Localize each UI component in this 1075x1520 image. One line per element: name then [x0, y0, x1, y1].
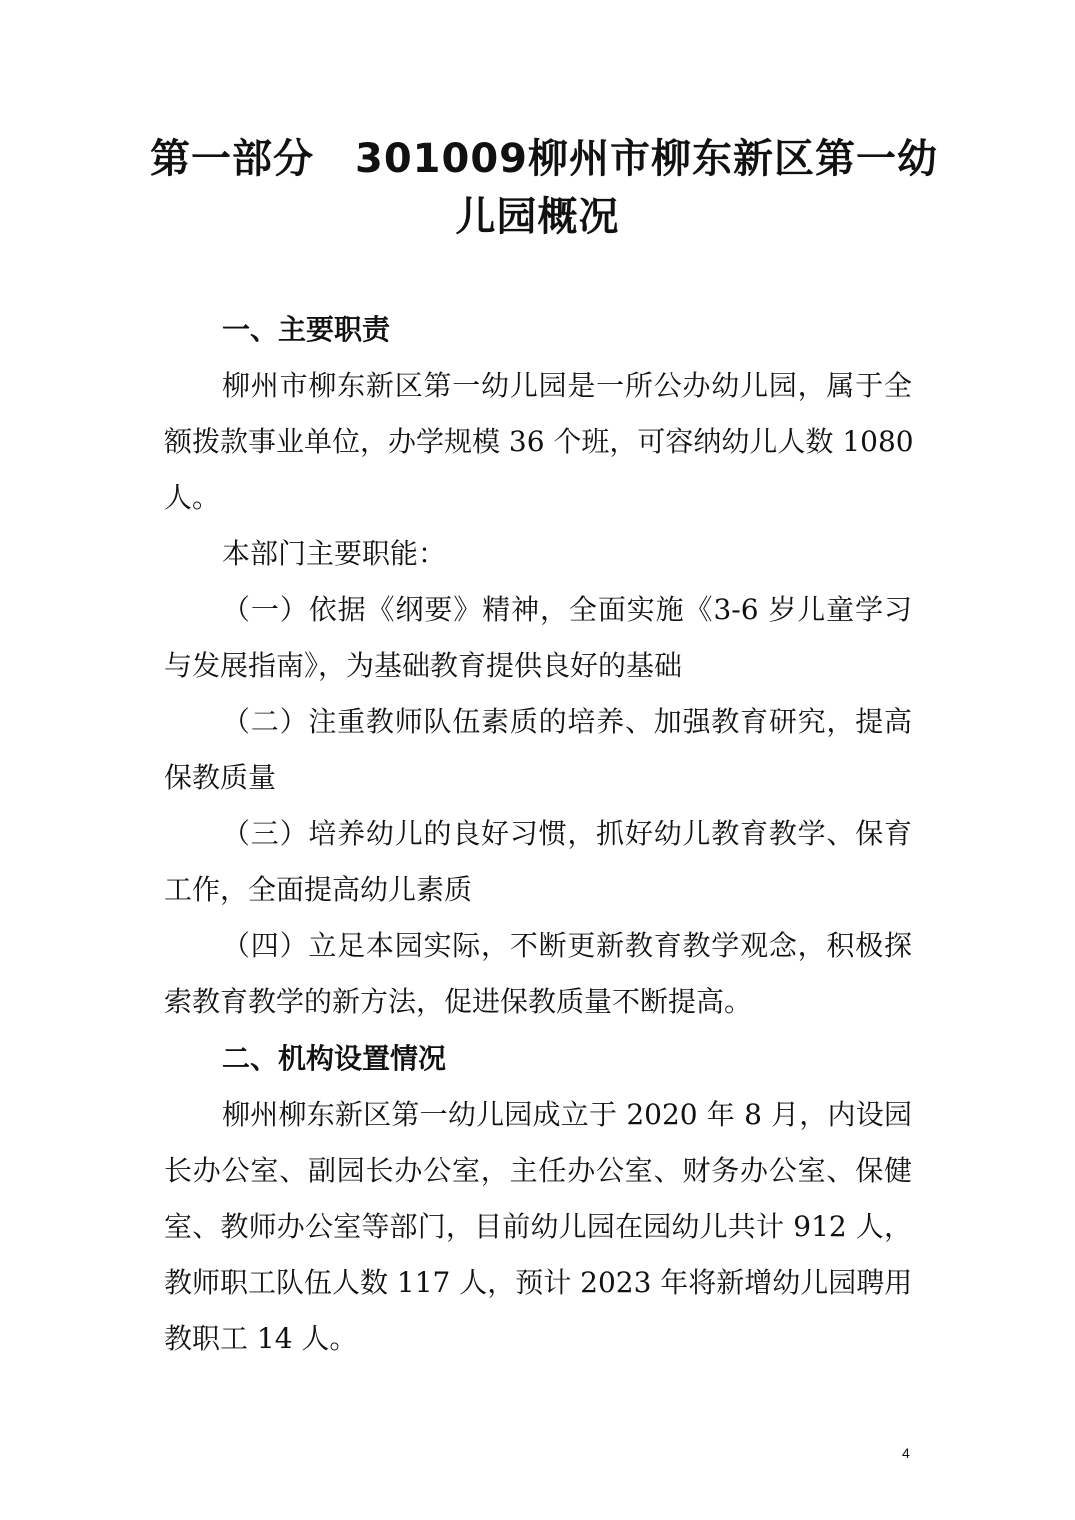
paragraph-line: 柳州柳东新区第一幼儿园成立于 2020 年 8 月，内设园	[222, 1098, 912, 1131]
functions-label: 本部门主要职能：	[222, 537, 447, 570]
section-heading-organization: 二、机构设置情况	[222, 1042, 447, 1075]
paragraph-line: 教职工 14 人。	[164, 1322, 358, 1355]
list-item-line: 工作，全面提高幼儿素质	[164, 873, 473, 906]
section-heading-main-duties: 一、主要职责	[222, 313, 391, 346]
page-title-continued: 儿园概况	[455, 194, 620, 240]
paragraph-line: 额拨款事业单位，办学规模 36 个班，可容纳幼儿人数 1080	[164, 425, 914, 458]
list-item-line: 保教质量	[164, 761, 277, 794]
paragraph-line: 长办公室、副园长办公室，主任办公室、财务办公室、保健	[164, 1154, 912, 1187]
paragraph-line: 柳州市柳东新区第一幼儿园是一所公办幼儿园，属于全	[222, 369, 912, 402]
list-item-line: （二）注重教师队伍素质的培养、加强教育研究，提高	[222, 705, 912, 738]
list-item-line: 与发展指南》，为基础教育提供良好的基础	[164, 649, 683, 682]
paragraph-line: 教师职工队伍人数 117 人，预计 2023 年将新增幼儿园聘用	[164, 1266, 913, 1299]
list-item-line: （三）培养幼儿的良好习惯，抓好幼儿教育教学、保育	[222, 817, 912, 850]
paragraph-line: 室、教师办公室等部门，目前幼儿园在园幼儿共计 912 人，	[164, 1210, 912, 1243]
list-item-line: 索教育教学的新方法，促进保教质量不断提高。	[164, 985, 753, 1018]
page-title: 第一部分 301009柳州市柳东新区第一幼	[150, 136, 938, 182]
page-number: 4	[902, 1445, 910, 1461]
list-item-line: （一）依据《纲要》精神，全面实施《3-6 岁儿童学习	[222, 593, 912, 626]
paragraph-line: 人。	[164, 481, 221, 514]
list-item-line: （四）立足本园实际，不断更新教育教学观念，积极探	[222, 929, 912, 962]
